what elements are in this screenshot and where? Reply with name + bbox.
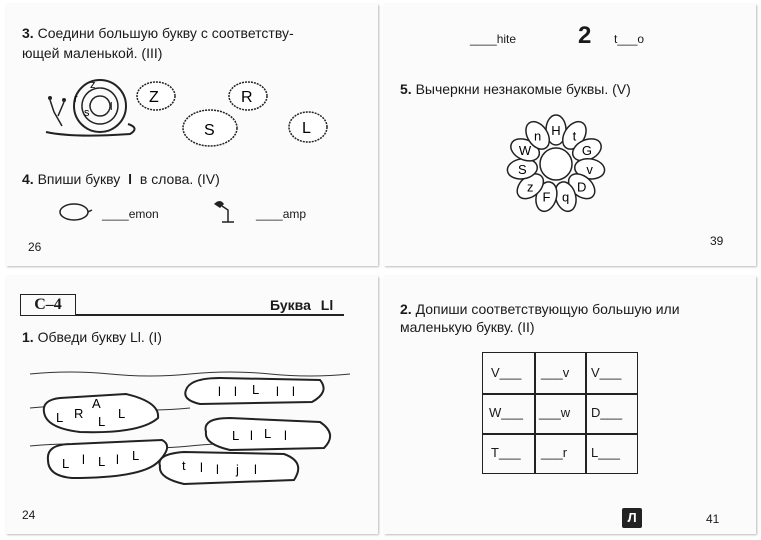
svg-text:l: l	[234, 384, 237, 399]
svg-text:A: A	[92, 396, 101, 411]
snail-letter: z	[90, 79, 96, 91]
word-hite[interactable]: ____hite	[470, 32, 517, 46]
task-3-heading-line2: ющей маленькой. (III)	[22, 45, 163, 61]
snail-letter: s	[84, 107, 90, 119]
svg-text:t: t	[182, 458, 186, 473]
svg-text:L: L	[232, 428, 240, 443]
letter-grid	[482, 352, 638, 474]
task-3-heading: 3. Соедини большую букву с соответству-	[22, 25, 294, 41]
task-4-heading: 4. Впиши букву l в слова. (IV)	[22, 171, 220, 187]
svg-text:l: l	[218, 384, 221, 399]
flower-center	[540, 148, 572, 180]
publisher-logo-icon: Л	[622, 508, 642, 528]
svg-text:S: S	[204, 122, 215, 139]
lamp-icon	[212, 198, 240, 226]
svg-text:L: L	[98, 414, 106, 429]
svg-text:L: L	[302, 120, 311, 137]
svg-text:L: L	[98, 454, 106, 469]
task-5-heading: 5. Вычеркни незнакомые буквы. (V)	[400, 81, 631, 97]
svg-text:l: l	[116, 452, 119, 467]
svg-text:l: l	[216, 462, 219, 477]
svg-text:R: R	[74, 406, 84, 421]
ice-floe-2	[180, 374, 330, 408]
grid-cell[interactable]: V___	[591, 365, 622, 380]
lemon-icon	[58, 202, 92, 222]
grid-cell[interactable]: T___	[491, 445, 521, 460]
page-number: 26	[28, 240, 42, 254]
ice-floe-5	[154, 448, 310, 488]
svg-text:l: l	[82, 452, 85, 467]
svg-text:L: L	[62, 456, 70, 471]
flower-letter: v	[586, 161, 593, 177]
page-24	[6, 276, 378, 534]
svg-text:l: l	[276, 384, 279, 399]
page-number: 39	[710, 234, 724, 248]
flower-letter: t	[572, 128, 577, 144]
svg-text:L: L	[118, 406, 126, 421]
snail-letter: l	[110, 101, 113, 113]
stone-l	[288, 110, 330, 144]
page-26	[6, 4, 378, 266]
flower-letter: F	[542, 189, 551, 205]
lesson-badge: С–4	[20, 294, 76, 316]
digit-2: 2	[578, 22, 592, 49]
grid-cell[interactable]: L___	[591, 445, 620, 460]
svg-text:j: j	[236, 462, 239, 477]
svg-text:Z: Z	[149, 89, 159, 106]
word-amp[interactable]: ____amp	[256, 207, 307, 221]
page-41	[384, 276, 756, 534]
task-2-heading: 2. Допиши соответствующую большую или	[400, 301, 680, 317]
grid-cell[interactable]: D___	[591, 405, 623, 420]
svg-text:R: R	[241, 89, 253, 106]
task-1-heading: 1. Обведи букву Ll. (I)	[22, 329, 162, 345]
flower-letter: H	[551, 123, 561, 138]
ice-floe-1	[40, 392, 162, 436]
page-number: 41	[706, 512, 720, 526]
grid-cell[interactable]: ___w	[539, 405, 571, 420]
svg-text:l: l	[250, 428, 253, 443]
snail-letter: r	[74, 93, 78, 105]
grid-cell[interactable]: V___	[491, 365, 522, 380]
page-39	[384, 4, 756, 266]
word-emon[interactable]: ____emon	[102, 207, 159, 221]
flower-letter: W	[518, 142, 532, 158]
page-number: 24	[22, 508, 36, 522]
flower-letter: G	[581, 142, 592, 158]
flower-letter: z	[527, 179, 534, 195]
task-2-heading-line2: маленькую букву. (II)	[400, 319, 535, 335]
stone-s	[182, 108, 242, 148]
flower-letters	[500, 108, 612, 220]
flower-letter: q	[561, 189, 570, 205]
svg-text:l: l	[292, 384, 295, 399]
word-to[interactable]: t___o	[614, 32, 645, 46]
flower-letter: D	[577, 179, 587, 195]
header-title: Буква Ll	[270, 297, 334, 313]
grid-cell[interactable]: ___v	[541, 365, 570, 380]
snail-illustration	[44, 76, 144, 144]
svg-text:l: l	[254, 462, 257, 477]
grid-cell[interactable]: W___	[489, 405, 523, 420]
grid-cell[interactable]: ___r	[541, 445, 568, 460]
svg-text:L: L	[132, 448, 140, 463]
svg-text:l: l	[284, 428, 287, 443]
svg-text:L: L	[56, 410, 64, 425]
flower-letter: n	[534, 128, 542, 144]
stone-z	[136, 80, 178, 112]
svg-text:L: L	[252, 382, 260, 397]
flower-letter: S	[518, 161, 527, 177]
svg-text:L: L	[264, 426, 272, 441]
svg-text:l: l	[200, 460, 203, 475]
